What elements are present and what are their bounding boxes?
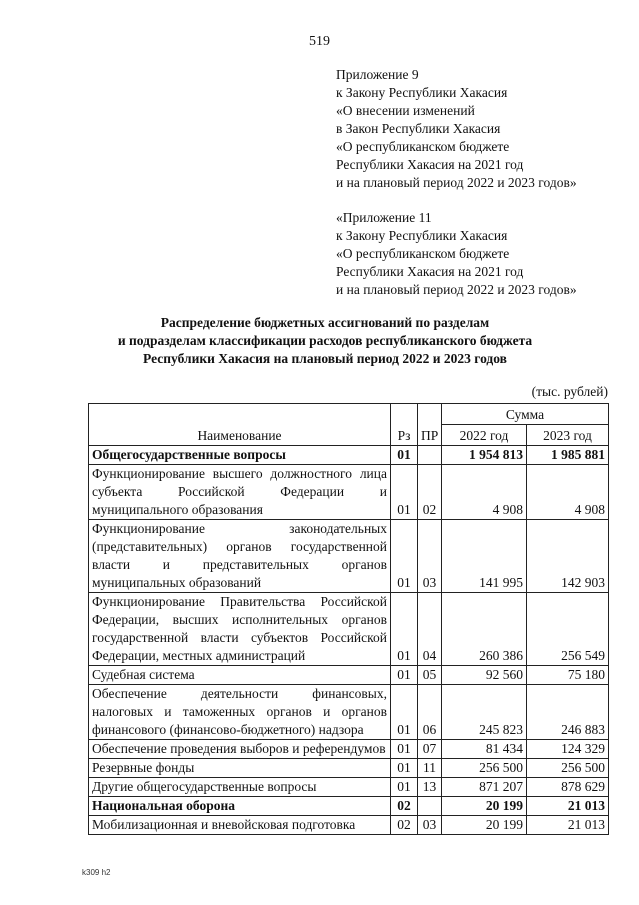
header-pr: ПР (418, 404, 442, 446)
appendix-line: «О республиканском бюджете (336, 139, 510, 154)
cell-2022: 871 207 (442, 778, 527, 797)
header-rz: Рз (391, 404, 418, 446)
cell-name: Функционирование Правительства Российской Федерации, высших исполнительных органов государственной власти субъектов Российской Федерации, местных администраций (89, 593, 391, 666)
cell-pr: 04 (418, 593, 442, 666)
table-row (89, 685, 609, 740)
cell-2022: 81 434 (442, 740, 527, 759)
table-row (89, 666, 609, 685)
cell-pr: 05 (418, 666, 442, 685)
title-line: Распределение бюджетных ассигнований по разделам (160, 315, 490, 330)
appendix-line: к Закону Республики Хакасия (336, 228, 508, 243)
page-number: 519 (309, 34, 330, 49)
appendix-line: Республики Хакасия на 2021 год (336, 157, 524, 172)
cell-2023: 124 329 (527, 740, 609, 759)
appendix-line: и на плановый период 2022 и 2023 годов» (336, 175, 577, 190)
cell-rz: 01 (391, 666, 418, 685)
cell-name: Функционирование законодательных (представительных) органов государственной власти и представительных органов муниципальных образований (89, 520, 391, 593)
cell-2023: 256 549 (527, 593, 609, 666)
cell-2023: 21 013 (527, 797, 609, 816)
footer-code: k309 h2 (82, 868, 111, 877)
cell-2023: 256 500 (527, 759, 609, 778)
header-year-2023: 2023 год (527, 425, 609, 446)
appendix-line: «О внесении изменений (336, 103, 475, 118)
section-row (89, 446, 609, 465)
cell-rz: 01 (391, 685, 418, 740)
appendix-line: Республики Хакасия на 2021 год (336, 264, 524, 279)
appendix-line: «О республиканском бюджете (336, 246, 510, 261)
cell-rz: 01 (391, 593, 418, 666)
cell-name: Судебная система (89, 666, 391, 685)
header-name: Наименование (89, 404, 391, 446)
cell-pr: 03 (418, 520, 442, 593)
units-label: (тыс. рублей) (531, 384, 608, 399)
cell-pr: 06 (418, 685, 442, 740)
cell-name: Общегосударственные вопросы (89, 446, 391, 465)
appendix-line: и на плановый период 2022 и 2023 годов» (336, 282, 577, 297)
cell-2022: 141 995 (442, 520, 527, 593)
cell-2023: 21 013 (527, 816, 609, 835)
cell-2022: 20 199 (442, 816, 527, 835)
cell-2022: 92 560 (442, 666, 527, 685)
cell-pr: 11 (418, 759, 442, 778)
table-row (89, 816, 609, 835)
table-body (89, 446, 609, 835)
cell-pr: 02 (418, 465, 442, 520)
cell-rz: 01 (391, 759, 418, 778)
cell-name: Другие общегосударственные вопросы (89, 778, 391, 797)
cell-2022: 4 908 (442, 465, 527, 520)
cell-pr: 07 (418, 740, 442, 759)
header-sum: Сумма (442, 404, 609, 425)
title-line: и подразделам классификации расходов республиканского бюджета (117, 333, 533, 348)
table-row (89, 465, 609, 520)
cell-rz: 01 (391, 740, 418, 759)
cell-2023: 4 908 (527, 465, 609, 520)
cell-rz: 02 (391, 797, 418, 816)
cell-2022: 1 954 813 (442, 446, 527, 465)
cell-pr: 03 (418, 816, 442, 835)
cell-pr (418, 446, 442, 465)
appendix-line: Приложение 9 (336, 67, 419, 82)
cell-pr: 13 (418, 778, 442, 797)
cell-2023: 1 985 881 (527, 446, 609, 465)
cell-name: Национальная оборона (89, 797, 391, 816)
cell-rz: 01 (391, 520, 418, 593)
appendix-11-header (336, 209, 577, 299)
header-year-2022: 2022 год (442, 425, 527, 446)
table-row (89, 520, 609, 593)
table-row (89, 759, 609, 778)
cell-name: Резервные фонды (89, 759, 391, 778)
cell-2023: 75 180 (527, 666, 609, 685)
appendix-line: в Закон Республики Хакасия (336, 121, 501, 136)
document-title (40, 314, 610, 368)
cell-2022: 20 199 (442, 797, 527, 816)
cell-2022: 256 500 (442, 759, 527, 778)
cell-2023: 142 903 (527, 520, 609, 593)
cell-name: Обеспечение деятельности финансовых, налоговых и таможенных органов и органов финансового (финансово-бюджетного) надзора (89, 685, 391, 740)
appendix-line: к Закону Республики Хакасия (336, 85, 508, 100)
cell-name: Обеспечение проведения выборов и референдумов (89, 740, 391, 759)
appendix-line: «Приложение 11 (336, 210, 432, 225)
cell-rz: 01 (391, 465, 418, 520)
cell-name: Функционирование высшего должностного лица субъекта Российской Федерации и муниципального образования (89, 465, 391, 520)
cell-2023: 878 629 (527, 778, 609, 797)
cell-2023: 246 883 (527, 685, 609, 740)
table-row (89, 740, 609, 759)
cell-rz: 01 (391, 446, 418, 465)
appendix-9-header (336, 66, 577, 192)
cell-rz: 02 (391, 816, 418, 835)
title-line: Республики Хакасия на плановый период 2022 и 2023 годов (143, 351, 507, 366)
table-row (89, 593, 609, 666)
cell-rz: 01 (391, 778, 418, 797)
section-row (89, 797, 609, 816)
cell-pr (418, 797, 442, 816)
budget-table (88, 403, 609, 835)
table-row (89, 778, 609, 797)
cell-name: Мобилизационная и вневойсковая подготовка (89, 816, 391, 835)
cell-2022: 245 823 (442, 685, 527, 740)
cell-2022: 260 386 (442, 593, 527, 666)
